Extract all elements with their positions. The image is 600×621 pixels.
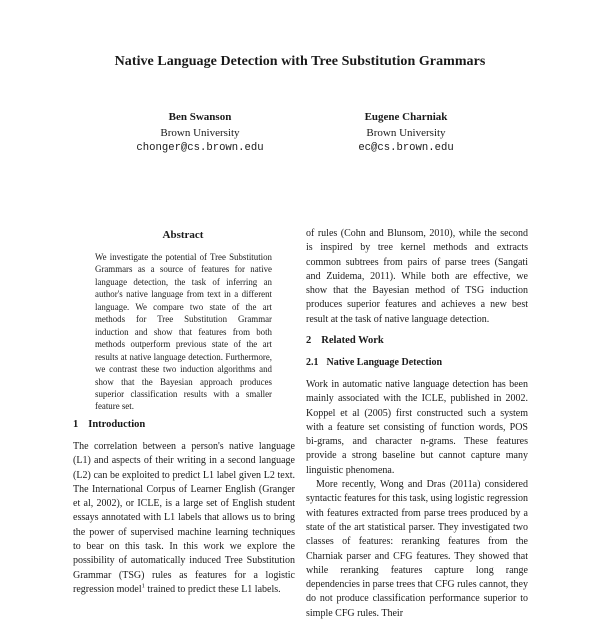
author-block-2 [296,110,516,157]
author-email: ec@cs.brown.edu [358,142,454,154]
continued-paragraph: of rules (Cohn and Blunsom, 2010), while the second is inspired by tree kernel methods and extracts common subtrees from pairs of parse trees (Sangati and Zuidema, 2011). While both are effective, we show that the Bayesian method of TSG induction produces superior features and achieves a new best result at the task of native language detection. [306,228,528,325]
author-block-1 [90,110,310,157]
subsection-heading-native-language-detection [306,357,442,368]
abstract-heading: Abstract [162,229,204,241]
author-name: Ben Swanson [168,111,232,123]
right-column-continued [306,227,528,327]
section-number: 2 [306,335,312,346]
subsection-title: Native Language Detection [326,357,443,368]
intro-paragraph-text: The correlation between a person's native language (L1) and aspects of their writing in a second language (L2) can be exploited to predict L1 label given L2 text. The International Corpus of Learner English (Granger et al, 2002), or ICLE, is a large set of English student essays annotated with L1 labels that allows us to bring the power of supervised machine learning techniques to bear on this task. In this work we explore the possibility of automatically induced Tree Substitution Grammar (TSG) rules as features for a logistic regression model [73,441,295,595]
footnote-mark: 1 [141,582,145,590]
section-title: Introduction [88,419,146,430]
introduction-body [73,440,295,597]
abstract-text: We investigate the potential of Tree Substitution Grammars as a source of features for native language detection, the task of inferring an author's native language from text in a different language. We compare two state of the art methods for Tree Substitution Grammar induction and show that features from both methods outperform previous state of the art results at native language detection. Furthermore, we contrast these two induction algorithms and show that the Bayesian approach produces superior classification results with a smaller feature set. [95,252,272,412]
section-heading-introduction [73,419,145,430]
author-name: Eugene Charniak [364,111,448,123]
section-title: Related Work [321,335,384,346]
section-number: 1 [73,419,79,430]
related-work-paragraph-1: Work in automatic native language detection has been mainly associated with the ICLE, published in 2002. Koppel et al (2005) first constructed such a system with a feature set consisting of function words, POS bi-grams, and character n-grams. These features provide a strong baseline but cannot capture many linguistic phenomena. [306,379,528,476]
intro-paragraph [73,440,295,597]
author-email: chonger@cs.brown.edu [136,142,264,154]
related-work-body [306,378,528,621]
author-affiliation: Brown University [160,126,240,139]
section-heading-related-work [306,335,384,346]
paper-title: Native Language Detection with Tree Substitution Grammars [114,54,486,69]
subsection-number: 2.1 [306,357,319,368]
intro-paragraph-end: trained to predict these L1 labels. [144,583,281,595]
related-work-paragraph-2: More recently, Wong and Dras (2011a) considered syntactic features for this task, using logistic regression with features extracted from parse trees produced by a state of the art statistical parser. They investigated two classes of features: reranking features from the Charniak parser and CFG features. They showed that while reranking features capture long range dependencies in parse trees that CFG rules cannot, they do not produce classification performance superior to simple CFG rules. Their [306,479,528,619]
author-affiliation: Brown University [366,126,446,139]
